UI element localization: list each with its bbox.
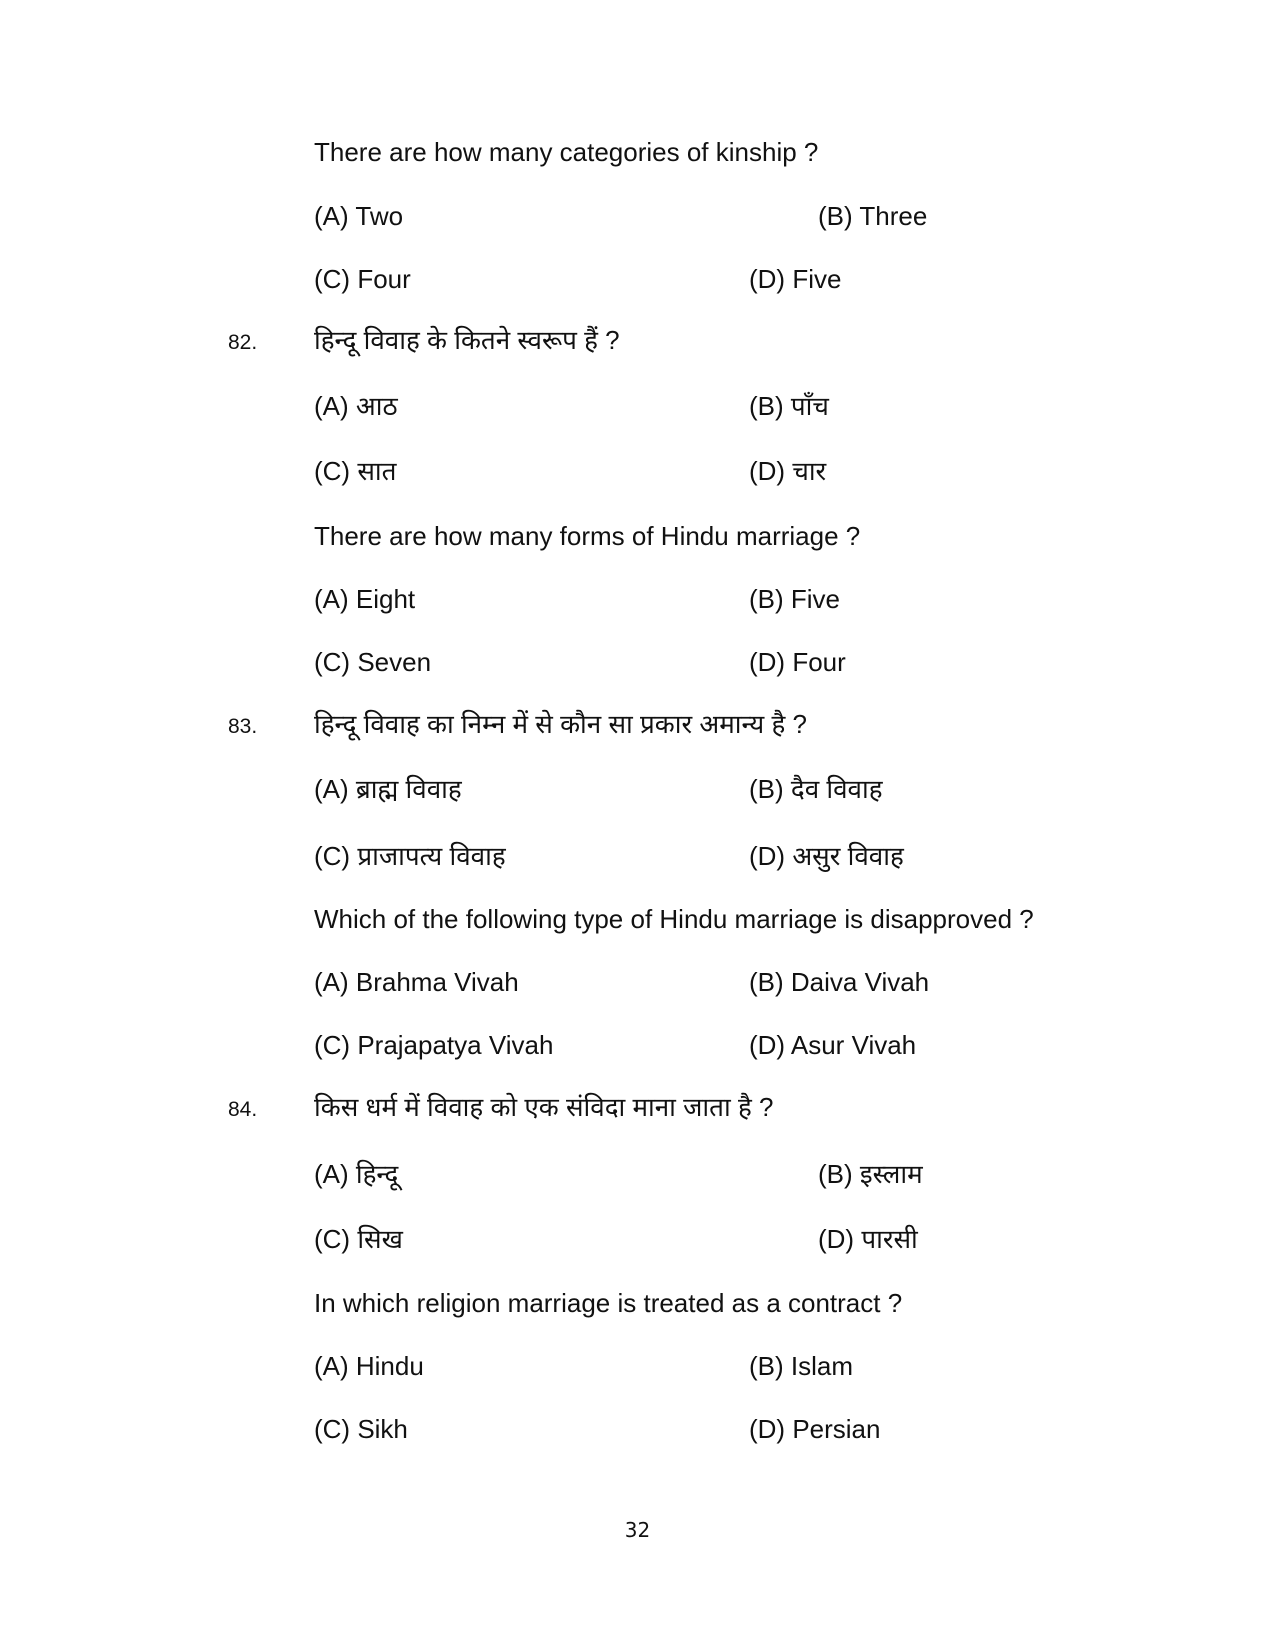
question-text: हिन्दू विवाह के कितने स्वरूप हैं ?: [314, 325, 620, 355]
question-text: हिन्दू विवाह का निम्न में से कौन सा प्रकार अमान्य है ?: [314, 709, 807, 739]
option-c: (C) सात: [314, 456, 397, 486]
option-b: (B) Five: [749, 584, 840, 614]
option-d: (D) पारसी: [818, 1224, 918, 1254]
option-d: (D) Asur Vivah: [749, 1030, 917, 1060]
question-text: There are how many forms of Hindu marriage ?: [314, 521, 861, 551]
option-b: (B) Three: [818, 201, 928, 231]
question-number: 84.: [228, 1098, 258, 1121]
option-d: (D) Five: [749, 264, 842, 294]
option-a: (A) Eight: [314, 584, 416, 614]
option-b: (B) इस्लाम: [818, 1159, 923, 1189]
option-b: (B) दैव विवाह: [749, 774, 883, 804]
question-text: There are how many categories of kinship ?: [314, 137, 819, 167]
option-b: (B) पाँच: [749, 391, 829, 421]
option-d: (D) Four: [749, 647, 846, 677]
option-a: (A) Brahma Vivah: [314, 967, 519, 997]
option-c: (C) Prajapatya Vivah: [314, 1030, 554, 1060]
option-c: (C) Sikh: [314, 1414, 408, 1444]
option-c: (C) Seven: [314, 647, 432, 677]
option-c: (C) Four: [314, 264, 411, 294]
question-text: In which religion marriage is treated as a contract ?: [314, 1288, 903, 1318]
option-a: (A) आठ: [314, 391, 398, 421]
page-number: 32: [624, 1518, 651, 1542]
option-b: (B) Daiva Vivah: [749, 967, 930, 997]
question-text: किस धर्म में विवाह को एक संविदा माना जाता है ?: [314, 1092, 774, 1122]
option-d: (D) Persian: [749, 1414, 881, 1444]
option-d: (D) चार: [749, 456, 827, 486]
option-a: (A) ब्राह्म विवाह: [314, 774, 462, 804]
question-text: Which of the following type of Hindu marriage is disapproved ?: [314, 904, 1034, 934]
option-a: (A) Hindu: [314, 1351, 424, 1381]
option-d: (D) असुर विवाह: [749, 841, 904, 871]
question-number: 83.: [228, 715, 258, 738]
question-number: 82.: [228, 331, 258, 354]
option-c: (C) सिख: [314, 1224, 403, 1254]
option-c: (C) प्राजापत्य विवाह: [314, 841, 506, 871]
option-b: (B) Islam: [749, 1351, 853, 1381]
option-a: (A) हिन्दू: [314, 1159, 399, 1189]
option-a: (A) Two: [314, 201, 404, 231]
